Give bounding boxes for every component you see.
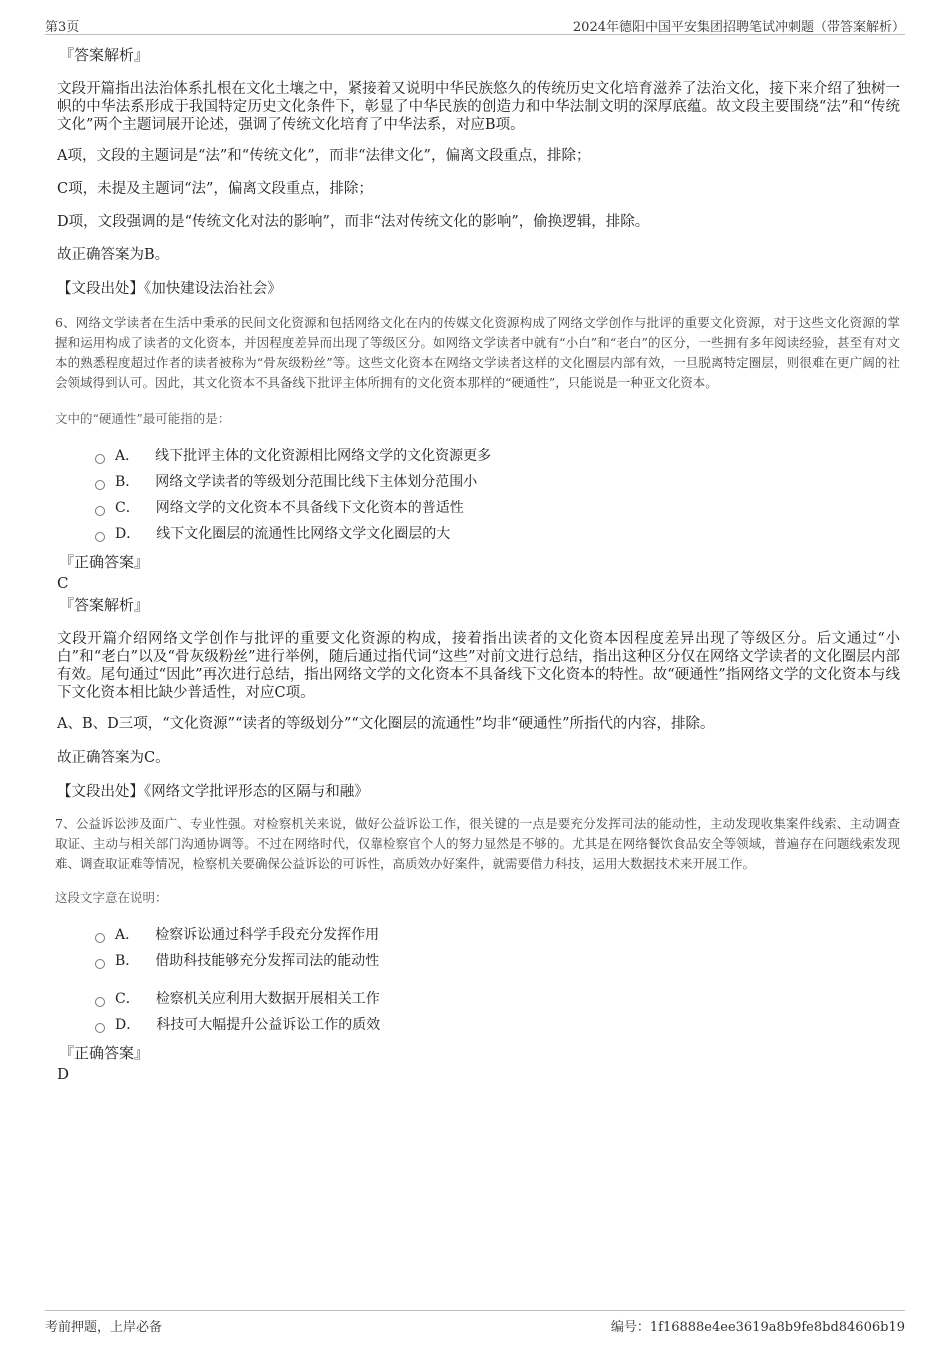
radio-button-icon[interactable] [95,959,105,969]
radio-button-icon[interactable] [95,933,105,943]
document-title: 2024年德阳中国平安集团招聘笔试冲刺题（带答案解析） [572,20,905,35]
correct-answer: C [57,574,69,592]
question-text: 6、网络文学读者在生活中秉承的民间文化资源和包括网络文化在内的传媒文化资源构成了网络文学创作与批评的重要文化资源，对于这些文化资源的掌握和运用构成了读者的文化资本，并因程度差异而出现了等级区分。如网络文学读者中就有“小白”和“老白”的区分，一些拥有多年阅读经验，甚至有对文本的熟悉程度超过作者的读者被称为“骨灰级粉丝”等。这些文化资本在网络文学读者这样的文化圈层内部有效，一旦脱离特定圈层，则很难在更广阔的社会领域得到认可。因此，其文化资本不具备线下批评主体所拥有的文化资本那样的“硬通性”，只能说是一种亚文化资本。 [55,315,900,390]
final-answer-line: 故正确答案为B。 [57,247,170,263]
footer-slogan: 考前押题，上岸必备 [45,1320,163,1335]
page-header [45,14,905,35]
option-text: 检察诉讼通过科学手段充分发挥作用 [155,927,380,943]
option-text: 科技可大幅提升公益诉讼工作的质效 [156,1017,381,1033]
option-a[interactable] [95,922,900,948]
option-c[interactable] [95,986,900,1012]
question-prompt: 这段文字意在说明： [55,890,168,905]
option-letter: B． [115,474,140,490]
source-citation: 【文段出处】《加快建设法治社会》 [57,281,282,297]
analysis-text: 文段开篇介绍网络文学创作与批评的重要文化资源的构成，接着指出读者的文化资本因程度差异出现了等级区分。后文通过“小白”和“老白”以及“骨灰级粉丝”进行举例，随后通过指代词“这些”对前文进行总结，指出这种区分仅在网络文学读者的文化圈层内部有效。尾句通过“因此”再次进行总结，指出网络文学的文化资本不具备线下文化资本的特性。故“硬通性”指网络文学的文化资本与线下文化资本相比缺少普适性，对应C项。 [57,631,900,701]
option-c[interactable] [95,495,900,521]
option-text: 线下批评主体的文化资源相比网络文学的文化资源更多 [155,448,492,464]
analysis-label: 『答案解析』 [59,596,150,614]
page-content [55,44,900,1084]
question-text: 7、公益诉讼涉及面广、专业性强。对检察机关来说，做好公益诉讼工作，很关键的一点是要充分发挥司法的能动性，主动发现收集案件线索、主动调查取证、主动与相关部门沟通协调等。不过在网络时代，仅靠检察官个人的努力显然是不够的。尤其是在网络餐饮食品安全等领域，普遍存在问题线索发现难、调查取证难等情况，检察机关要确保公益诉讼的可诉性，高质效办好案件，就需要借力科技，运用大数据技术来开展工作。 [55,816,900,871]
correct-answer-label: 『正确答案』 [59,1044,150,1062]
option-letter: D． [115,1017,141,1033]
correct-answer-label: 『正确答案』 [59,553,150,571]
document-code: 编号：1f16888e4ee3619a8b9fe8bd84606b19 [610,1320,905,1335]
option-letter: A． [115,448,140,464]
question-prompt: 文中的“硬通性”最可能指的是： [55,411,231,426]
option-text: 网络文学的文化资本不具备线下文化资本的普适性 [155,500,464,516]
option-d[interactable] [95,1012,900,1038]
option-letter: D． [115,526,141,542]
option-b[interactable] [95,469,900,495]
option-a[interactable] [95,443,900,469]
option-letter: A． [115,927,140,943]
analysis-text: 文段开篇指出法治体系扎根在文化土壤之中，紧接着又说明中华民族悠久的传统历史文化培育滋养了法治文化，接下来介绍了独树一帜的中华法系形成于我国特定历史文化条件下，彰显了中华民族的创造力和中华法制文明的深厚底蕴。故文段主要围绕“法”和“传统文化”两个主题词展开论述，强调了传统文化培育了中华法系，对应B项。 [57,81,900,133]
option-letter: C． [115,500,140,516]
analysis-line: C项，未提及主题词“法”，偏离文段重点，排除； [57,181,373,197]
option-d[interactable] [95,521,900,547]
radio-button-icon[interactable] [95,454,105,464]
option-text: 借助科技能够充分发挥司法的能动性 [155,953,380,969]
option-letter: C． [115,991,140,1007]
option-letter: B． [115,953,140,969]
radio-button-icon[interactable] [95,1023,105,1033]
option-text: 检察机关应利用大数据开展相关工作 [155,991,380,1007]
final-answer-line: 故正确答案为C。 [57,750,170,766]
option-text: 网络文学读者的等级划分范围比线下主体划分范围小 [155,474,478,490]
option-text: 线下文化圈层的流通性比网络文学文化圈层的大 [156,526,451,542]
radio-button-icon[interactable] [95,506,105,516]
page-number: 第3页 [45,20,80,35]
option-b[interactable] [95,948,900,974]
radio-button-icon[interactable] [95,480,105,490]
option-list [55,443,900,547]
radio-button-icon[interactable] [95,997,105,1007]
analysis-line: A项，文段的主题词是“法”和“传统文化”，而非“法律文化”，偏离文段重点，排除； [57,148,591,164]
analysis-line: D项，文段强调的是“传统文化对法的影响”，而非“法对传统文化的影响”，偷换逻辑，排除。 [57,214,650,230]
analysis-line: A、B、D三项，“文化资源”“读者的等级划分”“文化圈层的流通性”均非“硬通性”所指代的内容，排除。 [57,716,715,732]
source-citation: 【文段出处】《网络文学批评形态的区隔与和融》 [57,784,369,800]
page-footer [45,1310,905,1335]
correct-answer: D [57,1065,70,1083]
radio-button-icon[interactable] [95,532,105,542]
option-list [55,922,900,1038]
analysis-label: 『答案解析』 [59,46,150,64]
